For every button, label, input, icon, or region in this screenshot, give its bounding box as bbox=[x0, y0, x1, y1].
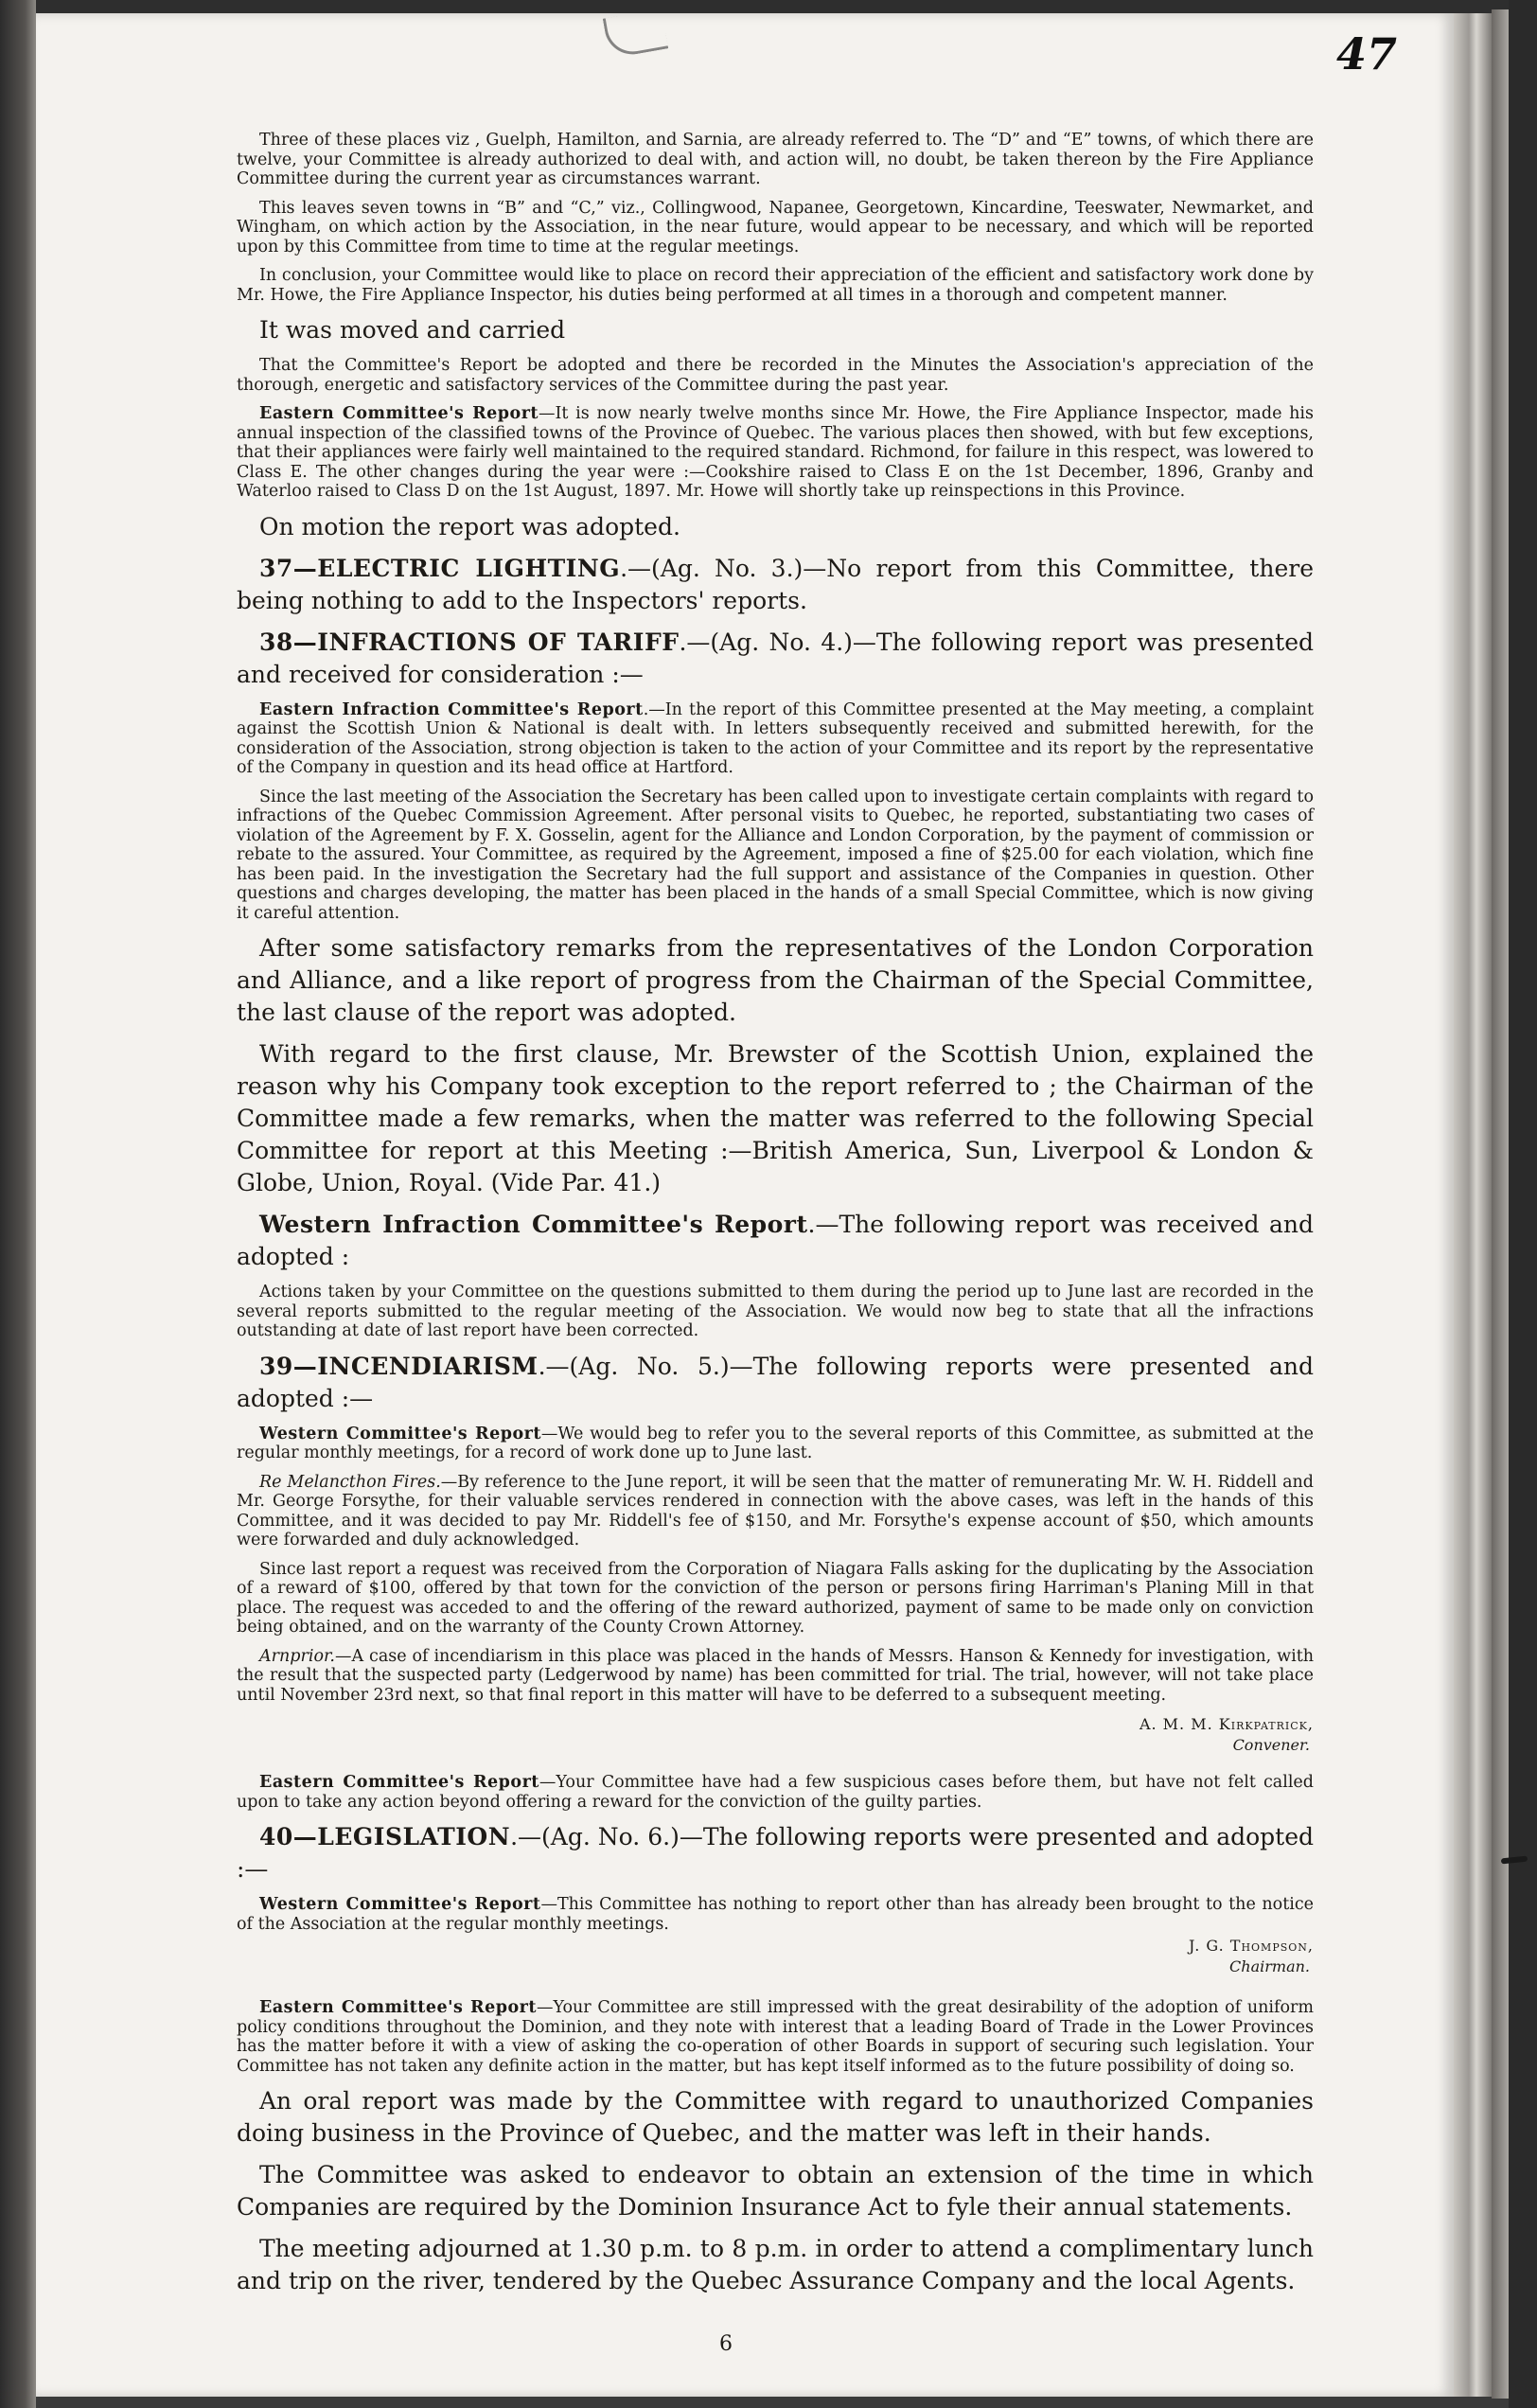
section-37: 37—ELECTRIC LIGHTING.—(Ag. No. 3.)—No report from this Committee, there being nothing to add to the Inspectors' reports. bbox=[237, 554, 1314, 614]
heading-arnprior: Arnprior. bbox=[259, 1646, 335, 1666]
paragraph-5: That the Committee's Report be adopted and there be recorded in the Minutes the Association's appreciation of the thorough, energetic and satisfactory services of the Committee during the past year. bbox=[237, 356, 1314, 395]
section-40: 40—LEGISLATION.—(Ag. No. 6.)—The following reports were presented and adopted :— bbox=[237, 1823, 1314, 1883]
paragraph-7: On motion the report was adopted. bbox=[259, 512, 680, 540]
paragraph-1: Three of these places viz , Guelph, Hamilton, and Sarnia, are already referred to. The “D” and “E” towns, of which there are twelve, your Committee is already authorized to deal with, and action will, no doubt, be taken thereon by the Fire Appliance Committee during the current year as circumstances warrant. bbox=[237, 131, 1314, 188]
signature-role: Chairman. bbox=[1229, 1957, 1310, 1975]
paragraph-25: An oral report was made by the Committee with regard to unauthorized Companies doing business in the Province of Quebec, and the matter was left in their hands. bbox=[237, 2087, 1314, 2147]
heading-eastern-committee-report-2: Eastern Committee's Report bbox=[259, 1773, 539, 1792]
heading-eastern-committee-report: Eastern Committee's Report bbox=[259, 404, 539, 423]
heading-western-committee-report-2: Western Committee's Report bbox=[259, 1895, 541, 1914]
paragraph-17: Western Committee's Report—We would beg to refer you to the several reports of this Committee, as submitted at the regular monthly meetings, for a record of work done up to June last. bbox=[237, 1424, 1314, 1462]
heading-western-committee-report: Western Committee's Report bbox=[259, 1424, 541, 1443]
paragraph-15: Actions taken by your Committee on the questions submitted to them during the period up to June last are recorded in the several reports submitted to the regular meeting of the Association. We would now beg to state that all the infractions outstanding at date of last report have been corrected. bbox=[237, 1283, 1314, 1340]
heading-incendiarism: 39—INCENDIARISM bbox=[259, 1352, 539, 1380]
page-content bbox=[237, 131, 1314, 2307]
heading-eastern-committee-report-3: Eastern Committee's Report bbox=[259, 1998, 537, 2017]
paragraph-23: Western Committee's Report—This Committee has nothing to report other than has already been brought to the notice of the Association at the regular monthly meetings. bbox=[237, 1895, 1314, 1934]
paragraph-3: In conclusion, your Committee would like to place on record their appreciation of the efficient and satisfactory work done by Mr. Howe, the Fire Appliance Inspector, his duties being performed at all times in a thorough and competent manner. bbox=[237, 266, 1314, 305]
signature-thompson bbox=[237, 1936, 1314, 1977]
paragraph-11: Since the last meeting of the Association the Secretary has been called upon to investigate certain complaints with regard to infractions of the Quebec Commission Agreement. After personal visits to Quebec, he reported, substantiating two cases of violation of the Agreement by F. X. Gosselin, agent for the Alliance and London Corporation, by the payment of commission or rebate to the assured. Your Committee, as required by the Agreement, imposed a fine of $25.00 for each violation, which fine has been paid. In the investigation the Secretary had the full support and assistance of the Companies in question. Other questions and charges developing, the matter has been placed in the hands of a small Special Committee, which is now giving it careful attention. bbox=[237, 787, 1314, 923]
paragraph-13: With regard to the first clause, Mr. Brewster of the Scottish Union, explained the reason why his Company took exception to the report referred to ; the Chairman of the Committee made a few remarks, when the matter was referred to the following Special Committee for report at this Meeting :—British America, Sun, Liverpool & London & Globe, Union, Royal. (Vide Par. 41.) bbox=[237, 1040, 1314, 1196]
section-38: 38—INFRACTIONS OF TARIFF.—(Ag. No. 4.)—The following report was presented and received for consideration :— bbox=[237, 628, 1314, 688]
page-number: 47 bbox=[1336, 28, 1398, 80]
paragraph-12: After some satisfactory remarks from the representatives of the London Corporation and Alliance, and a like report of progress from the Chairman of the Special Committee, the last clause of the report was adopted. bbox=[237, 934, 1314, 1026]
section-39: 39—INCENDIARISM.—(Ag. No. 5.)—The following reports were presented and adopted :— bbox=[237, 1352, 1314, 1412]
heading-eastern-infraction-report: Eastern Infraction Committee's Report bbox=[259, 699, 644, 719]
paragraph-6: Eastern Committee's Report—It is now nearly twelve months since Mr. Howe, the Fire Appliance Inspector, made his annual inspection of the classified towns of the Province of Quebec. The various places then showed, with but few exceptions, that their appliances were fairly well maintained to the required standard. Richmond, for failure in this respect, was lowered to Class E. The other changes during the year were :—Cookshire raised to Class E on the 1st December, 1896, Granby and Waterloo raised to Class D on the 1st August, 1897. Mr. Howe will shortly take up reinspections in this Province. bbox=[237, 404, 1314, 501]
signature-name: J. G. Thompson, bbox=[1189, 1937, 1314, 1955]
paragraph-27: The meeting adjourned at 1.30 p.m. to 8 p.m. in order to attend a complimentary lunch and trip on the river, tendered by the Quebec Assurance Company and the local Agents. bbox=[237, 2235, 1314, 2294]
paragraph-4: It was moved and carried bbox=[259, 316, 566, 344]
page-stack-edge bbox=[1454, 13, 1492, 2397]
heading-western-infraction-report: Western Infraction Committee's Report bbox=[259, 1211, 808, 1238]
heading-electric-lighting: 37—ELECTRIC LIGHTING bbox=[259, 554, 621, 582]
paragraph-14: Western Infraction Committee's Report.—The following report was received and adopted : bbox=[237, 1211, 1315, 1270]
paragraph-2: This leaves seven towns in “B” and “C,” viz., Collingwood, Napanee, Georgetown, Kincardine, Teeswater, Newmarket, and Wingham, on which action by the Association, in the near future, would appear to be necessary, and which will be reported upon by this Committee from time to time at the regular meetings. bbox=[237, 198, 1314, 257]
heading-infractions-of-tariff: 38—INFRACTIONS OF TARIFF bbox=[259, 628, 680, 656]
signature-role: Convener. bbox=[1232, 1736, 1310, 1754]
signature-name: A. M. M. Kirkpatrick, bbox=[1139, 1715, 1314, 1733]
folio-number: 6 bbox=[719, 2332, 733, 2356]
top-background bbox=[0, 0, 1537, 13]
paragraph-20: Arnprior.—A case of incendiarism in this place was placed in the hands of Messrs. Hanson & Kennedy for investigation, with the result that the suspected party (Ledgerwood by name) has been committed for trial. The trial, however, will not take place until November 23rd next, so that final report in this matter will have to be deferred to a subsequent meeting. bbox=[237, 1646, 1314, 1705]
paragraph-10: Eastern Infraction Committee's Report.—In the report of this Committee presented at the May meeting, a complaint against the Scottish Union & National is dealt with. In letters subsequently received and submitted herewith, for the consideration of the Association, strong objection is taken to the action of your Committee and its report by the representative of the Company in question and its head office at Hartford. bbox=[237, 699, 1314, 777]
paragraph-21: Eastern Committee's Report—Your Committee have had a few suspicious cases before them, but have not felt called upon to take any action beyond offering a reward for the conviction of the guilty parties. bbox=[237, 1773, 1314, 1812]
signature-kirkpatrick bbox=[237, 1714, 1314, 1756]
paragraph-24: Eastern Committee's Report—Your Committee are still impressed with the great desirability of the adoption of uniform policy conditions throughout the Dominion, and they note with interest that a leading Board of Trade in the Lower Provinces has the matter before it with a view of asking the co-operation of other Boards in support of securing such legislation. Your Committee has not taken any definite action in the matter, but has kept itself informed as to the future possibility of doing so. bbox=[237, 1998, 1314, 2076]
heading-melancthon-fires: Re Melancthon Fires. bbox=[259, 1472, 441, 1492]
paragraph-19: Since last report a request was received from the Corporation of Niagara Falls asking for the duplicating by the Association of a reward of $100, offered by that town for the conviction of the person or persons firing Harriman's Planing Mill in that place. The request was acceded to and the offering of the reward authorized, payment of same to be made only on conviction being obtained, and on the warranty of the County Crown Attorney. bbox=[237, 1559, 1314, 1637]
right-background bbox=[1509, 0, 1537, 2408]
paragraph-18: Re Melancthon Fires.—By reference to the June report, it will be seen that the matter of remunerating Mr. W. H. Riddell and Mr. George Forsythe, for their valuable services rendered in connection with the above cases, was left in the hands of this Committee, and it was decided to pay Mr. Riddell's fee of $150, and Mr. Forsythe's expense account of $50, which amounts were forwarded and duly acknowledged. bbox=[237, 1472, 1315, 1549]
heading-legislation: 40—LEGISLATION bbox=[259, 1823, 511, 1850]
page-stack-edge-outer bbox=[1492, 9, 1509, 2399]
paragraph-26: The Committee was asked to endeavor to obtain an extension of the time in which Companies are required by the Dominion Insurance Act to fyle their annual statements. bbox=[237, 2161, 1314, 2221]
binding-edge bbox=[0, 0, 36, 2408]
